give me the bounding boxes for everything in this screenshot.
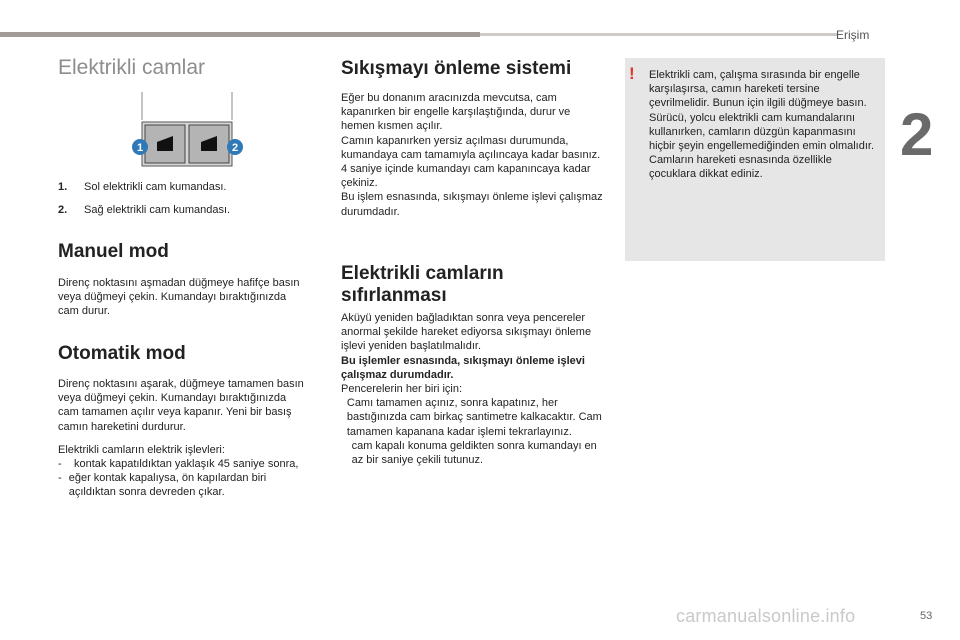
callout-2-label: 2 <box>231 142 239 154</box>
legend-text: Sağ elektrikli cam kumandası. <box>84 204 231 217</box>
anti-pinch-heading: Sıkışmayı önleme sistemi <box>341 58 572 79</box>
watermark: carmanualsonline.info <box>676 606 856 626</box>
list-item: Camı tamamen açınız, sonra kapatınız, her bastığınızda cam birkaç santimetre kalkacaktır. Cam tamamen kapanana kadar işlemi tekrarlayınız. <box>341 396 603 439</box>
anti-pinch-p2: Camın kapanırken yersiz açılması durumunda, kumandaya cam tamamıyla açılıncaya kadar basınız. 4 saniye içinde kumandayı cam kapanıncaya kadar çekiniz. <box>341 134 601 190</box>
chapter-number: 2 <box>900 101 934 168</box>
warning-p1: Elektrikli cam, çalışma sırasında bir engelle karşılaşırsa, camın hareketi tersine çevrilmelidir. Bunun için ilgili düğmeye basın. <box>649 69 867 110</box>
manual-text: Direnç noktasını aşmadan düğmeye hafifçe basın veya düğmeyi çekin. Kumandayı bıraktığınızda cam durur. <box>58 277 300 318</box>
reset-bold: Bu işlemler esnasında, sıkışmayı önleme işlevi çalışmaz durumdadır. <box>341 354 585 381</box>
warning-p2: Sürücü, yolcu elektrikli cam kumandalarını kullanırken, camların düzgün kapanmasını hiçbir şeyin engellemediğinden emin olmalıdır. <box>649 111 875 153</box>
page-number: 53 <box>920 610 933 622</box>
list-item: - kontak kapatıldıktan yaklaşık 45 saniye sonra, <box>58 458 299 471</box>
page-title: Elektrikli camlar <box>58 56 206 79</box>
warning-p3: Camların hareketi esnasında özellikle çocuklara dikkat ediniz. <box>649 154 832 181</box>
auto-intro: Elektrikli camların elektrik işlevleri: <box>58 443 225 456</box>
auto-text <box>58 377 308 500</box>
list-item: cam kapalı konuma geldikten sonra kumandayı en az bir saniye çekili tutunuz. <box>341 439 603 467</box>
bullet-icon <box>341 439 352 467</box>
legend-text: Sol elektrikli cam kumandası. <box>84 181 227 193</box>
legend-num: 1. <box>58 181 68 193</box>
header-rule <box>0 32 480 37</box>
legend-item <box>58 203 308 217</box>
anti-pinch-p3: Bu işlem esnasında, sıkışmayı önleme işlevi çalışmaz durumdadır. <box>341 191 603 218</box>
auto-heading: Otomatik mod <box>58 343 186 364</box>
warning-icon: ! <box>629 64 635 83</box>
anti-pinch-p1: Eğer bu donanım aracınızda mevcutsa, cam kapanırken bir engelle karşılaştığında, durur ve hemen kısmen açılır. <box>341 92 571 133</box>
reset-intro: Pencerelerin her biri için: <box>341 383 463 396</box>
header-rule-light <box>480 33 838 36</box>
anti-pinch-text <box>341 91 603 219</box>
auto-paragraph: Direnç noktasını aşarak, düğmeye tamamen basın veya düğmeyi çekin. Kumandayı bıraktığınızda cam tamamen açılır veya kapanır. Yeni bir basış camın hareketini durdurur. <box>58 378 304 433</box>
callout-1-label: 1 <box>136 142 144 154</box>
legend-num: 2. <box>58 204 68 217</box>
reset-text <box>341 311 603 467</box>
window-switch-figure <box>126 88 252 168</box>
reset-p1: Aküyü yeniden bağladıktan sonra veya pencereler anormal şekilde hareket ediyorsa sıkışmayı önleme işlevi yeniden başlatılmalıdır. <box>341 312 592 353</box>
reset-heading: Elektrikli camların sıfırlanması <box>341 263 504 306</box>
section-title: Erişim <box>836 28 870 42</box>
figure-legend <box>58 180 308 217</box>
legend-item <box>58 180 308 194</box>
warning-text <box>649 68 881 182</box>
manual-heading: Manuel mod <box>58 241 169 262</box>
list-item: - eğer kontak kapalıysa, ön kapılardan biri açıldıktan sonra devreden çıkar. <box>58 472 267 499</box>
